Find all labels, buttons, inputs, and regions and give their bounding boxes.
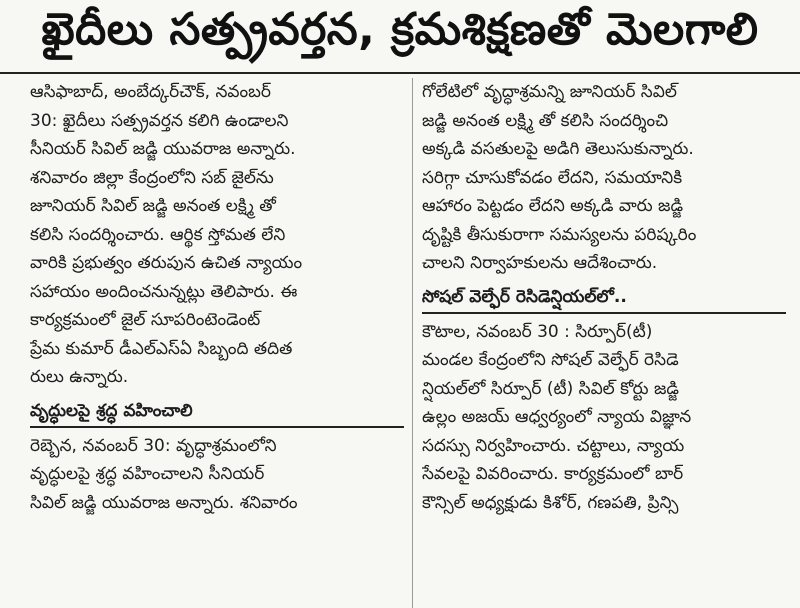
text-line: అక్కడి వసతులపై అడిగి తెలుసుకున్నారు.: [422, 139, 694, 159]
right-paragraph-2: [422, 318, 786, 518]
right-column: [422, 78, 786, 608]
left-paragraph-2: [30, 432, 404, 518]
text-line: కౌన్సిల్ అధ్యక్షుడు కిశోర్, గణపతి, ప్రిన్సి: [422, 492, 679, 513]
text-line: మండల కేంద్రంలోని సోషల్ వెల్ఫేర్ రెసిడె: [422, 350, 679, 370]
text-line: ఉల్లం అజయ్ ఆధ్వర్యంలో న్యాయ విజ్ఞాన: [422, 407, 692, 427]
text-line: రెబ్బెన, నవంబర్ 30: వృద్ధాశ్రమంలోని: [30, 435, 277, 456]
text-line: సదస్సు నిర్వహించారు. చట్టాలు, న్యాయ: [422, 435, 685, 456]
headline-rule: [0, 72, 800, 74]
text-line: కార్యక్రమంలో జైల్ సూపరింటెండెంట్: [30, 310, 261, 330]
text-line: వారికి ప్రభుత్వం తరుపున ఉచిత న్యాయం: [30, 253, 303, 273]
text-line: చాలని నిర్వాహకులను ఆదేశించారు.: [422, 253, 658, 273]
text-line: వృద్ధులపై శ్రద్ధ వహించాలని సీనియర్: [30, 464, 265, 484]
text-line: న్షియల్‌లో సిర్పూర్ (టీ) సివిల్ కోర్టు జడ్జి: [422, 378, 679, 399]
text-line: సహాయం అందించనున్నట్లు తెలిపారు. ఈ: [30, 281, 298, 302]
text-line: కలిసి సందర్శించారు. ఆర్థిక స్తోమత లేని: [30, 224, 286, 245]
text-line: రులు ఉన్నారు.: [30, 367, 129, 387]
right-subhead-rule: [422, 312, 786, 314]
text-line: ఆహారం పెట్టడం లేదని అక్కడి వారు జడ్జి: [422, 196, 684, 216]
left-paragraph-1: [30, 78, 404, 392]
column-divider: [412, 78, 413, 608]
right-subhead: సోషల్ వెల్ఫేర్ రెసిడెన్షియల్‌లో..: [422, 286, 627, 307]
text-line: ఆసిఫాబాద్, అంబేద్కర్‌చౌక్, నవంబర్: [30, 82, 271, 102]
text-line: జూనియర్ సివిల్ జడ్జి అనంత లక్ష్మి తో: [30, 196, 276, 216]
text-line: ప్రేమ కుమార్ డీఎల్‌ఎస్‌ఏ సిబ్బంది తదిత: [30, 338, 293, 359]
text-line: సేవలపై వివరించారు. కార్యక్రమంలో బార్: [422, 464, 684, 484]
page-headline: ఖైదీలు సత్ప్రవర్తన, క్రమశిక్షణతో మెలగాలి: [41, 4, 759, 55]
text-line: గోలేటిలో వృద్ధాశ్రమన్ని జూనియర్ సివిల్: [422, 82, 677, 102]
left-subhead: వృద్ధులపై శ్రద్ధ వహించాలి: [30, 400, 193, 421]
text-line: 30: ఖైదీలు సత్ప్రవర్తన కలిగి ఉండాలని: [30, 110, 289, 131]
text-line: శనివారం జిల్లా కేంద్రంలోని సబ్ జైల్‌ను: [30, 167, 274, 188]
right-paragraph-1: [422, 78, 786, 278]
text-line: సరిగ్గా చూసుకోవడం లేదని, సమయానికి: [422, 167, 683, 188]
text-line: జడ్జి అనంత లక్ష్మి తో కలిసి సందర్శించి: [422, 110, 669, 131]
text-line: సివిల్ జడ్జి యువరాజ అన్నారు. శనివారం: [30, 492, 298, 513]
left-subhead-rule: [30, 426, 404, 428]
text-line: సీనియర్ సివిల్ జడ్జి యువరాజ అన్నారు.: [30, 139, 296, 159]
text-line: దృష్టికి తీసుకురాగా సమస్యలను పరిష్కరిం: [422, 224, 697, 245]
left-column: [30, 78, 404, 608]
text-line: కౌటాల, నవంబర్ 30 : సిర్పూర్(టీ): [422, 321, 653, 342]
